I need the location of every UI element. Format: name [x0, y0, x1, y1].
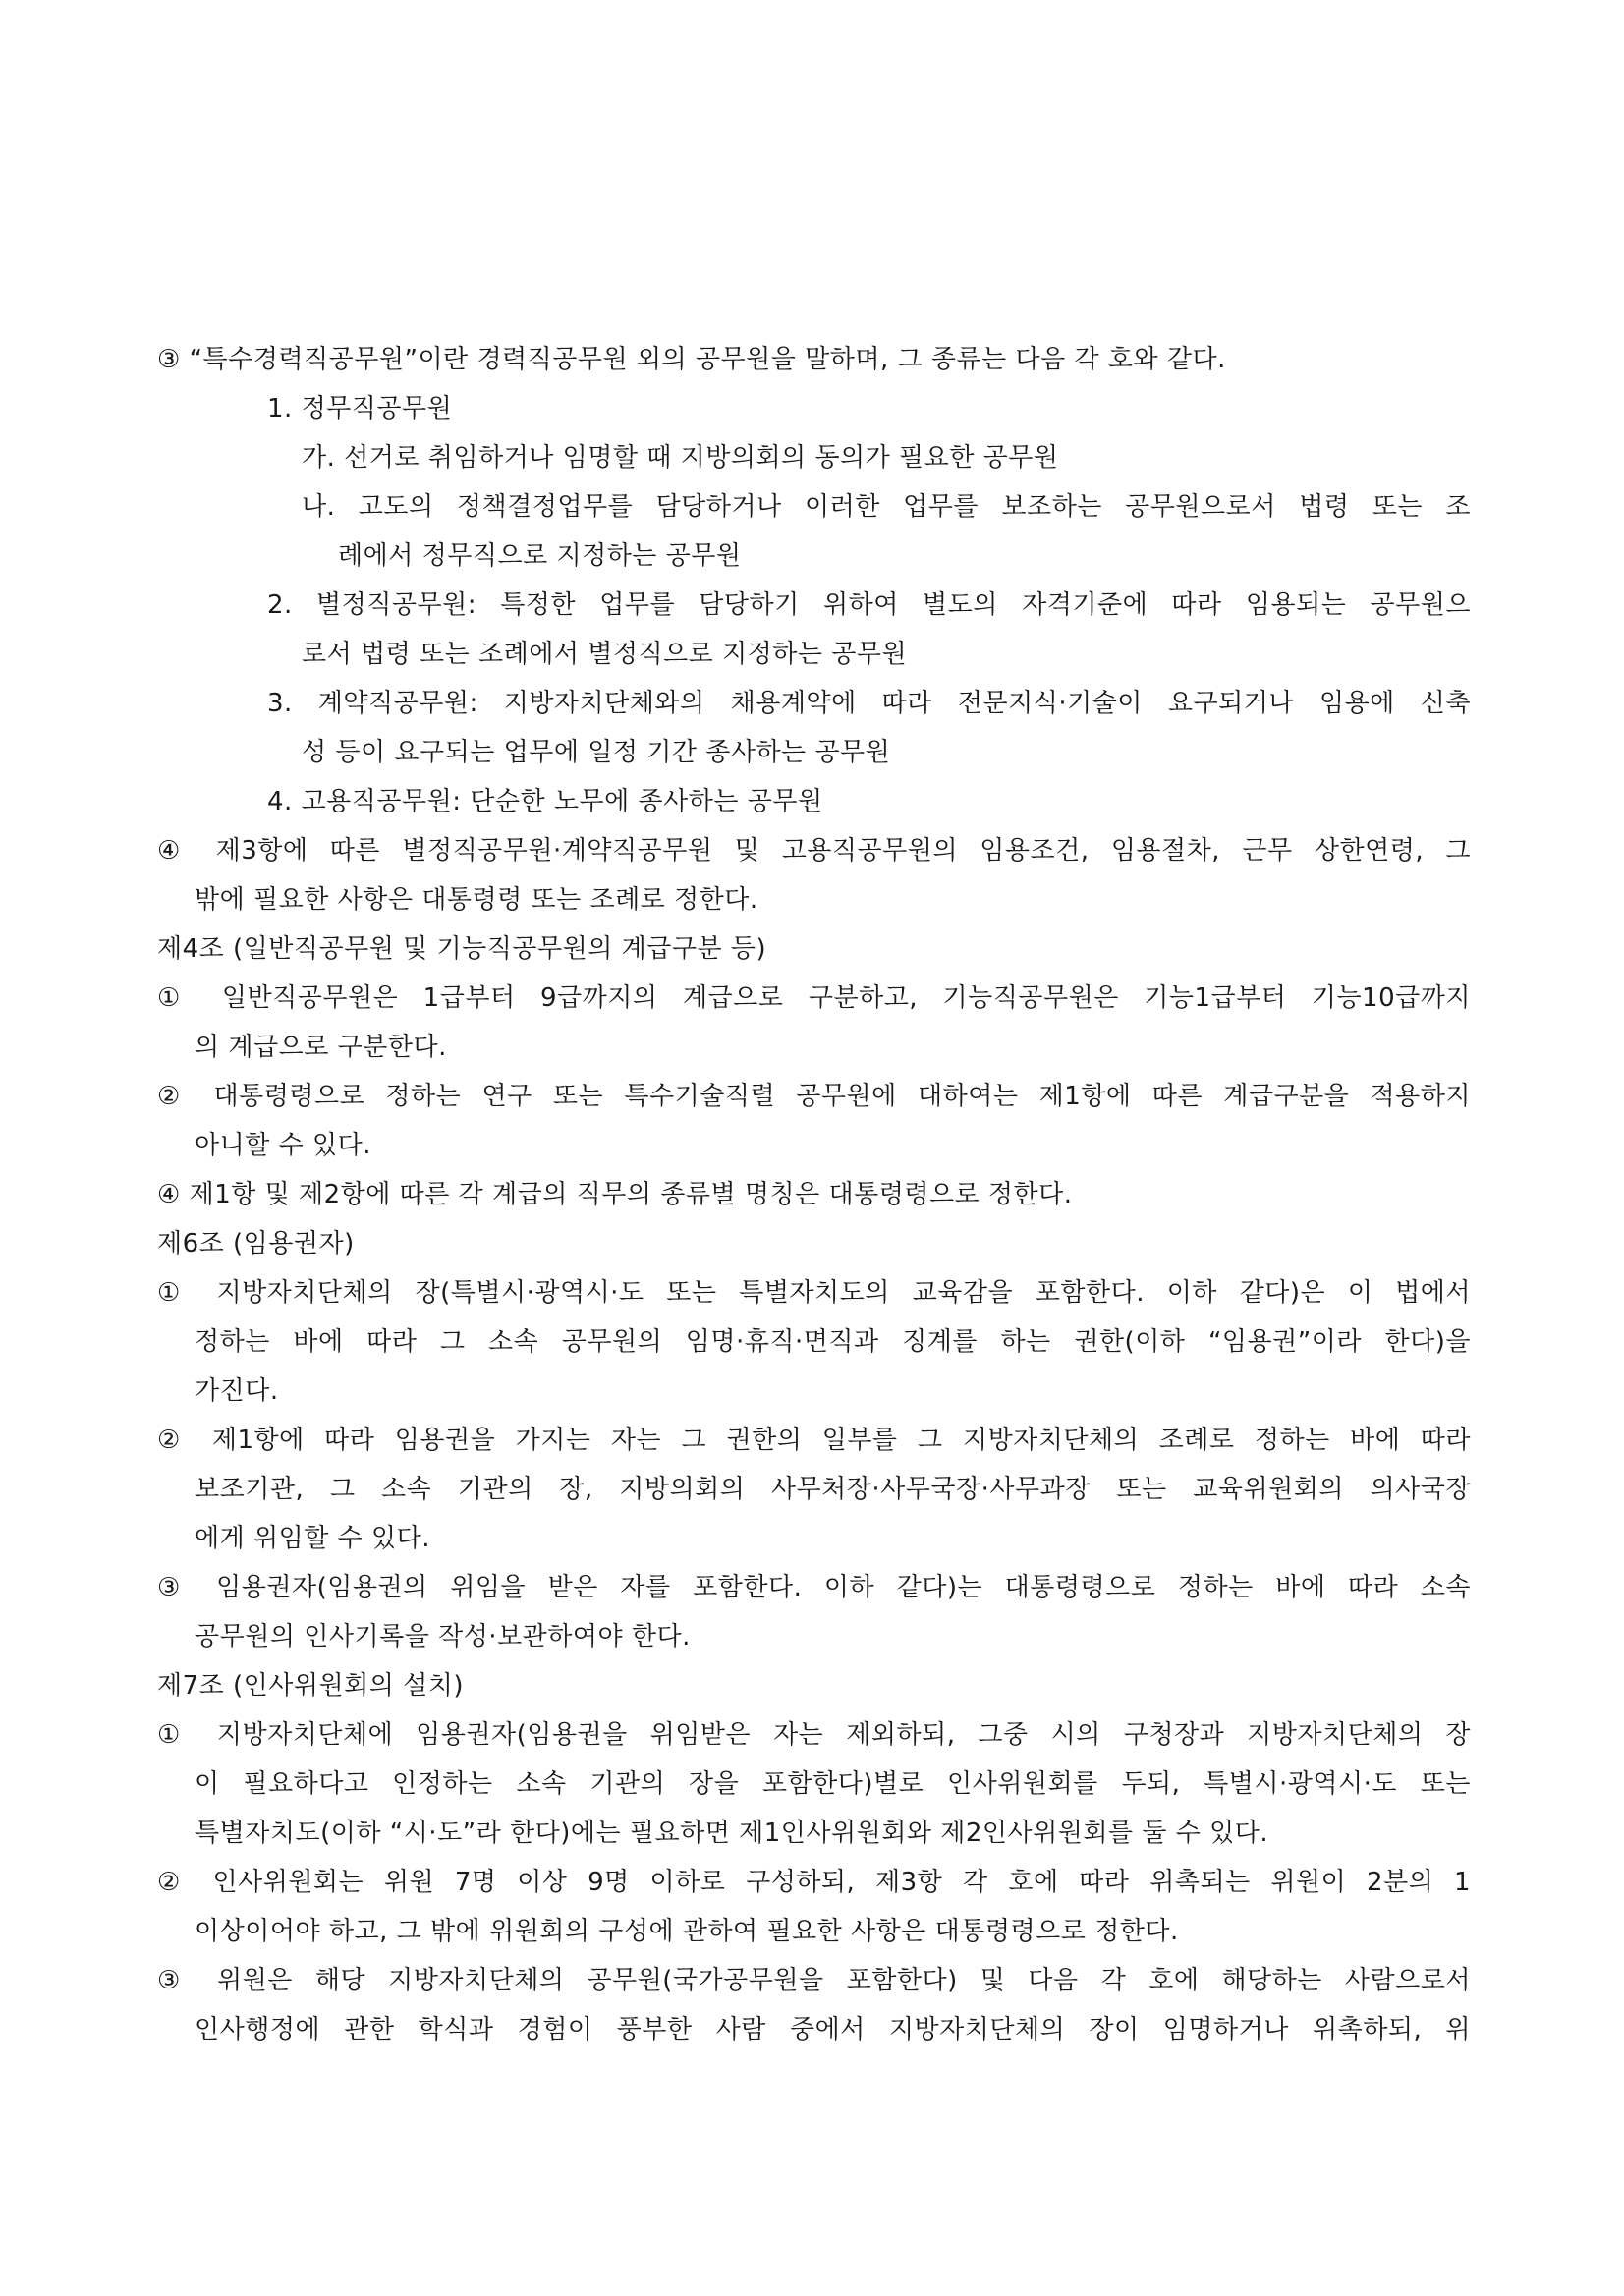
art7-item1-line3: 특별자치도(이하 “시·도”라 한다)에는 필요하면 제1인사위원회와 제2인사위원회를 둘 수 있다.	[195, 1819, 1269, 1848]
art7-item3-line2: 인사행정에 관한 학식과 경험이 풍부한 사람 중에서 지방자치단체의 장이 임명하거나 위촉하되, 위	[195, 2015, 1471, 2044]
art6-item2-line1: ② 제1항에 따라 임용권을 가지는 자는 그 권한의 일부를 그 지방자치단체의 조례로 정하는 바에 따라	[157, 1426, 1471, 1455]
art4-item2-line1: ② 대통령령으로 정하는 연구 또는 특수기술직렬 공무원에 대하여는 제1항에 따른 계급구분을 적용하지	[157, 1082, 1471, 1111]
item-2-line2: 로서 법령 또는 조례에서 별정직으로 지정하는 공무원	[302, 640, 908, 669]
item-1-title: 1. 정무직공무원	[267, 394, 453, 423]
subitem-na-line1: 나. 고도의 정책결정업무를 담당하거나 이러한 업무를 보조하는 공무원으로서 법령 또는 조	[302, 492, 1471, 522]
art4-item1-line2: 의 계급으로 구분한다.	[195, 1033, 447, 1062]
subitem-ga: 가. 선거로 취임하거나 임명할 때 지방의회의 동의가 필요한 공무원	[302, 443, 1059, 473]
para-art3-item4-line1: ④ 제3항에 따른 별정직공무원·계약직공무원 및 고용직공무원의 임용조건, 임용절차, 근무 상한연령, 그	[157, 836, 1471, 866]
art6-item2-line2: 보조기관, 그 소속 기관의 장, 지방의회의 사무처장·사무국장·사무과장 또는 교육위원회의 의사국장	[195, 1475, 1471, 1504]
article-6-heading: 제6조 (임용권자)	[157, 1229, 355, 1259]
art6-item3-line1: ③ 임용권자(임용권의 위임을 받은 자를 포함한다. 이하 같다)는 대통령령으로 정하는 바에 따라 소속	[157, 1573, 1471, 1602]
para-art3-item3: ③ “특수경력직공무원”이란 경력직공무원 외의 공무원을 말하며, 그 종류는 다음 각 호와 같다.	[157, 345, 1226, 374]
art4-item4: ④ 제1항 및 제2항에 따른 각 계급의 직무의 종류별 명칭은 대통령령으로 정한다.	[157, 1180, 1073, 1209]
item-4: 4. 고용직공무원: 단순한 노무에 종사하는 공무원	[267, 787, 823, 816]
item-3-line1: 3. 계약직공무원: 지방자치단체와의 채용계약에 따라 전문지식·기술이 요구되거나 임용에 신축	[267, 689, 1471, 718]
para-art3-item4-line2: 밖에 필요한 사항은 대통령령 또는 조례로 정한다.	[195, 885, 758, 915]
art6-item1-line3: 가진다.	[195, 1376, 279, 1406]
art7-item1-line2: 이 필요하다고 인정하는 소속 기관의 장을 포함한다)별로 인사위원회를 두되, 특별시·광역시·도 또는	[195, 1769, 1471, 1799]
art6-item2-line3: 에게 위임할 수 있다.	[195, 1524, 430, 1553]
art6-item1-line1: ① 지방자치단체의 장(특별시·광역시·도 또는 특별자치도의 교육감을 포함한다. 이하 같다)은 이 법에서	[157, 1278, 1471, 1308]
art7-item2-line1: ② 인사위원회는 위원 7명 이상 9명 이하로 구성하되, 제3항 각 호에 따라 위촉되는 위원이 2분의 1	[157, 1868, 1471, 1897]
art7-item3-line1: ③ 위원은 해당 지방자치단체의 공무원(국가공무원을 포함한다) 및 다음 각 호에 해당하는 사람으로서	[157, 1966, 1471, 1995]
art6-item1-line2: 정하는 바에 따라 그 소속 공무원의 임명·휴직·면직과 징계를 하는 권한(이하 “임용권”이라 한다)을	[195, 1327, 1471, 1357]
item-3-line2: 성 등이 요구되는 업무에 일정 기간 종사하는 공무원	[302, 738, 891, 767]
article-7-heading: 제7조 (인사위원회의 설치)	[157, 1671, 465, 1701]
art7-item2-line2: 이상이어야 하고, 그 밖에 위원회의 구성에 관하여 필요한 사항은 대통령령으로 정한다.	[195, 1917, 1179, 1946]
article-4-heading: 제4조 (일반직공무원 및 기능직공무원의 계급구분 등)	[157, 934, 767, 964]
item-2-line1: 2. 별정직공무원: 특정한 업무를 담당하기 위하여 별도의 자격기준에 따라 임용되는 공무원으	[267, 590, 1471, 620]
art6-item3-line2: 공무원의 인사기록을 작성·보관하여야 한다.	[195, 1622, 691, 1652]
art4-item2-line2: 아니할 수 있다.	[195, 1131, 371, 1160]
subitem-na-line2: 례에서 정무직으로 지정하는 공무원	[338, 541, 742, 571]
art4-item1-line1: ① 일반직공무원은 1급부터 9급까지의 계급으로 구분하고, 기능직공무원은 기능1급부터 기능10급까지	[157, 983, 1471, 1013]
art7-item1-line1: ① 지방자치단체에 임용권자(임용권을 위임받은 자는 제외하되, 그중 시의 구청장과 지방자치단체의 장	[157, 1720, 1471, 1750]
